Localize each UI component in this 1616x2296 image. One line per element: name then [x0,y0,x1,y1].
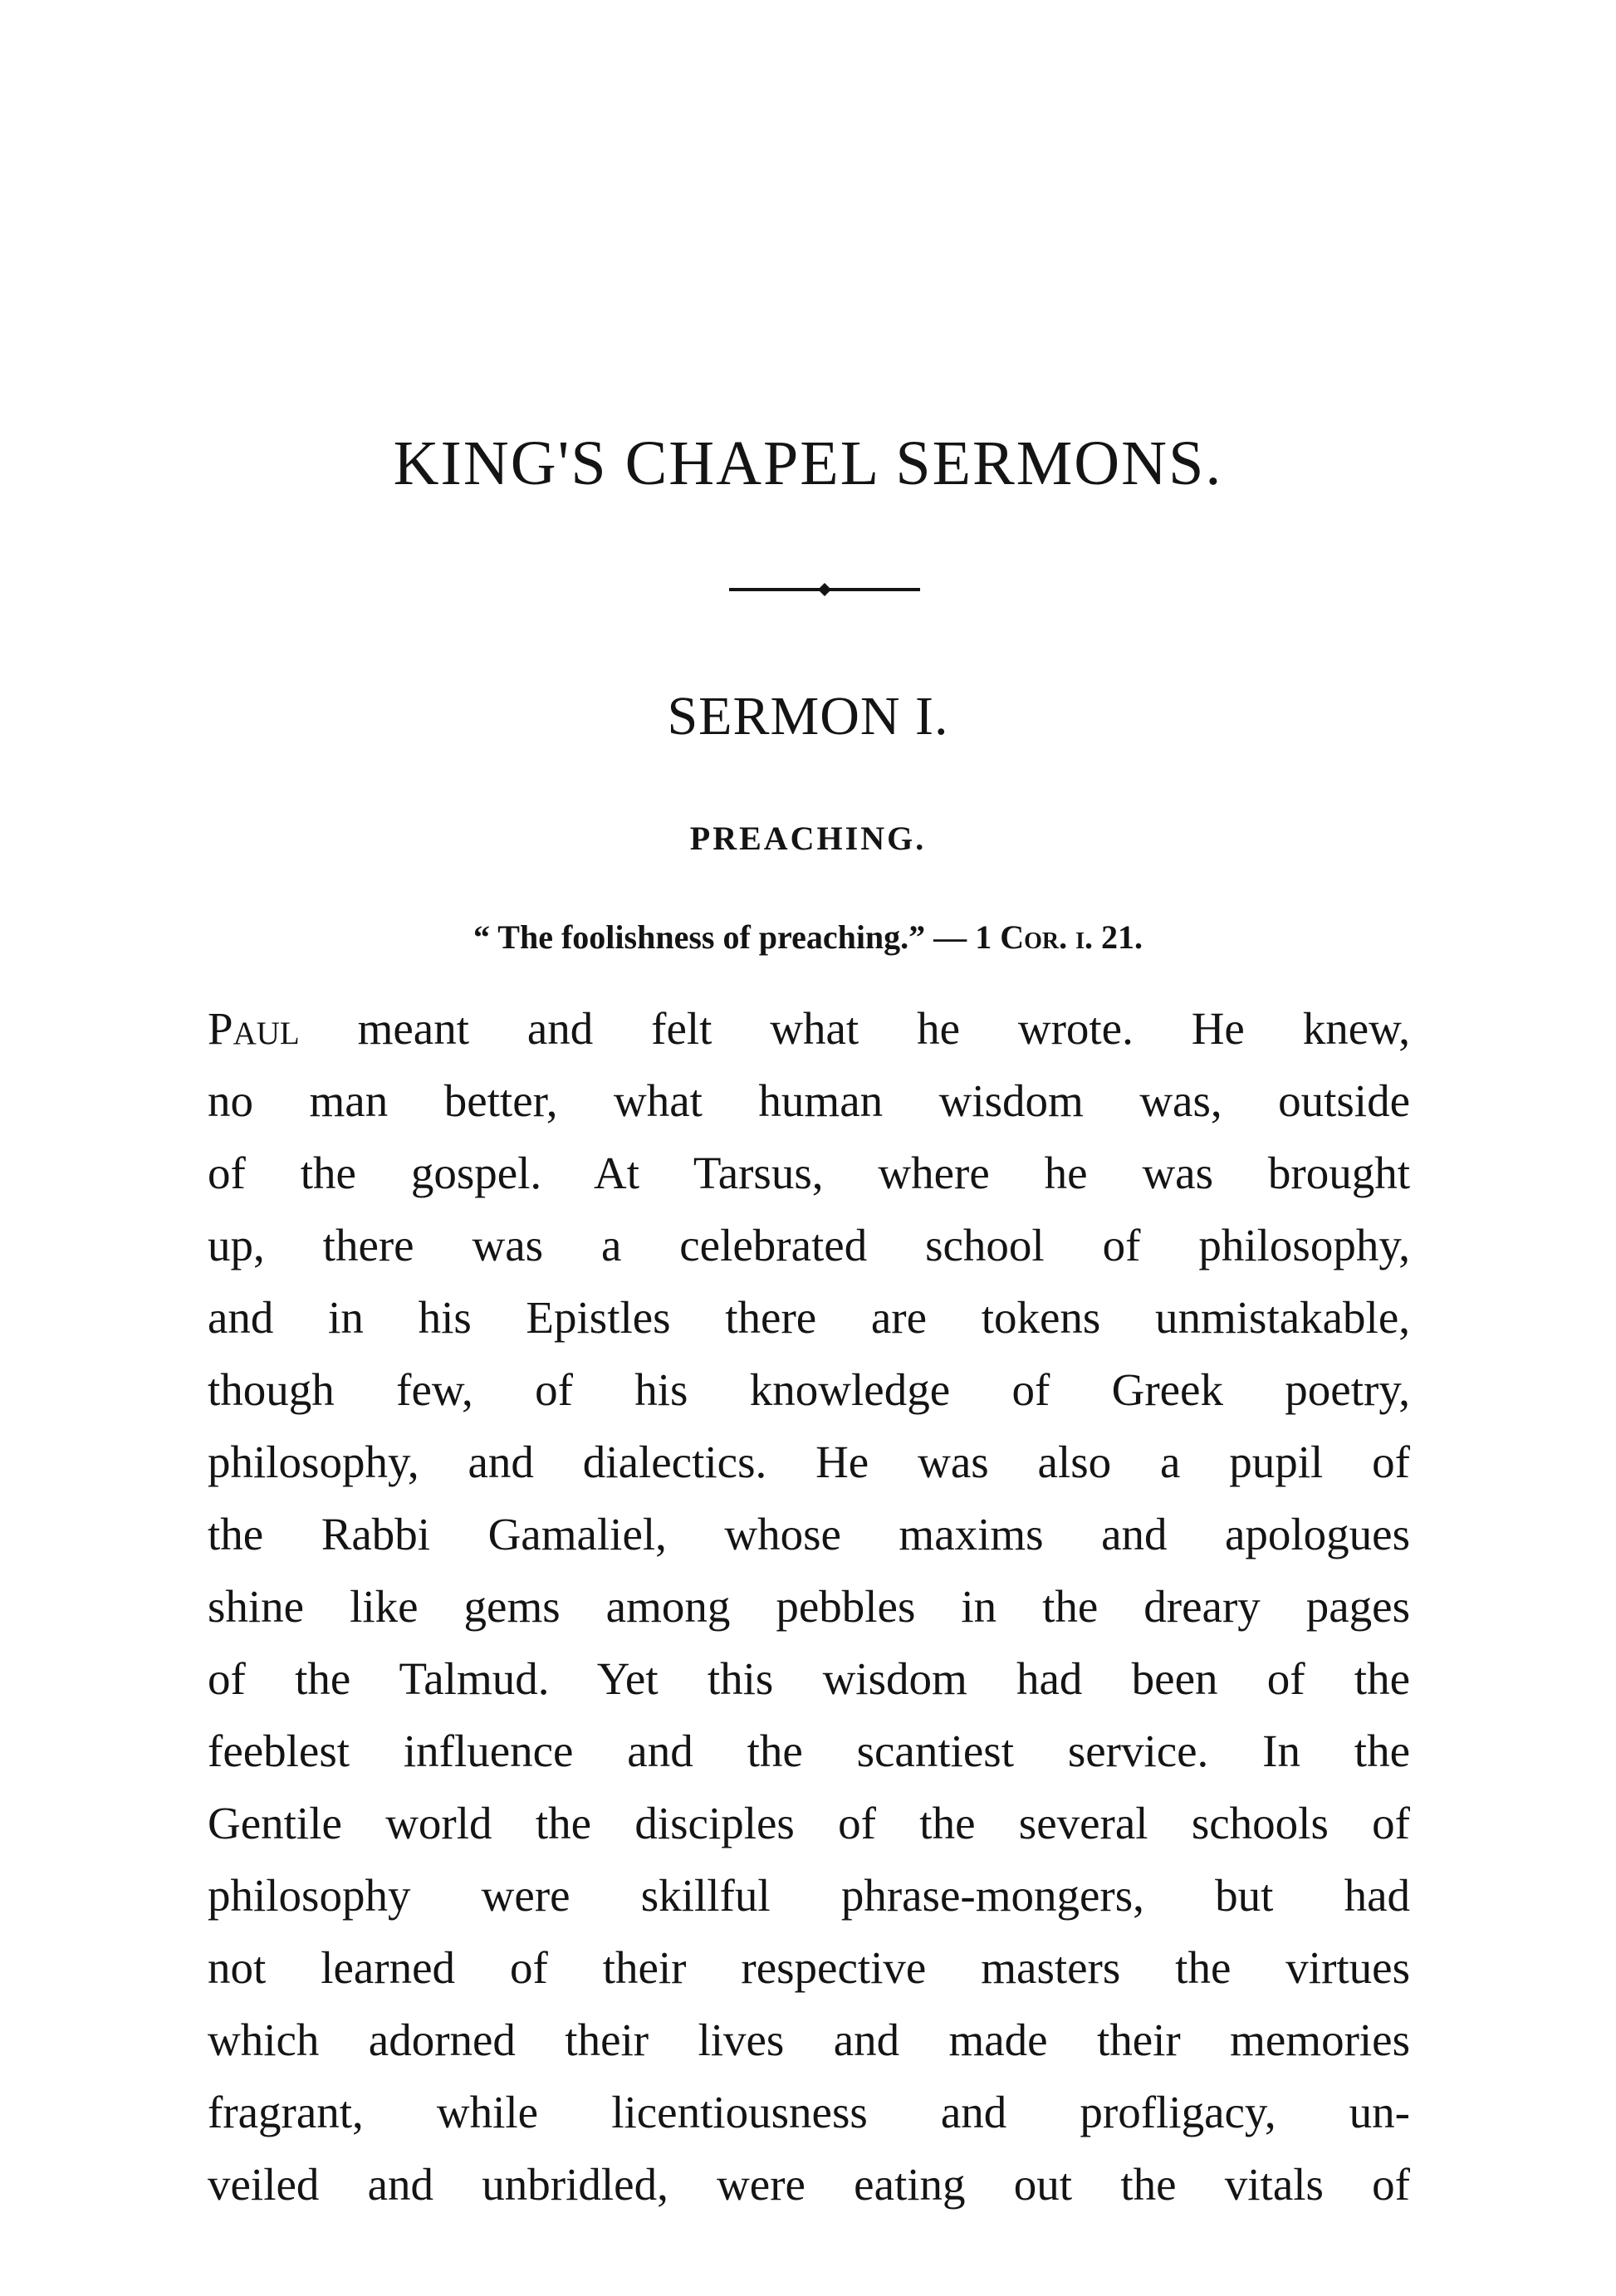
body-line: which adorned their lives and made their memories [208,2015,1410,2065]
body-line: and in his Epistles there are tokens unmistakable, [208,1292,1410,1343]
sermon-subject: PREACHING. [689,820,927,857]
opening-word: Paul [208,1003,300,1054]
first-line-rest: meant and felt what he wrote. He knew, [299,1003,1410,1054]
body-line: Gentile world the disciples of the several schools of [208,1798,1410,1848]
body-line: feeblest influence and the scantiest service. In the [208,1726,1410,1776]
epigraph-reference: 1 Cor. i. 21. [975,918,1143,956]
body-paragraph [208,992,1410,2220]
body-line: up, there was a celebrated school of philosophy, [208,1220,1410,1270]
body-line: fragrant, while licentiousness and profligacy, un- [208,2087,1410,2137]
body-line: the Rabbi Gamaliel, whose maxims and apologues [208,1509,1410,1559]
divider-ornament-icon [729,581,920,598]
body-line: of the Talmud. Yet this wisdom had been of the [208,1653,1410,1704]
body-line: philosophy were skillful phrase-mongers, but had [208,1870,1410,1921]
body-line: shine like gems among pebbles in the dreary pages [208,1581,1410,1632]
sermon-number: SERMON I. [667,686,949,747]
body-line: of the gospel. At Tarsus, where he was brought [208,1148,1410,1198]
body-line: though few, of his knowledge of Greek poetry, [208,1364,1410,1415]
epigraph-quote: “ The foolishness of preaching.” — [473,918,967,956]
body-line-first [208,992,1410,1065]
epigraph [0,918,1616,957]
body-line: not learned of their respective masters the virtues [208,1942,1410,1993]
body-line: veiled and unbridled, were eating out the vitals of [208,2159,1410,2210]
running-title: KING'S CHAPEL SERMONS. [393,428,1223,498]
body-line: no man better, what human wisdom was, outside [208,1075,1410,1126]
body-line: philosophy, and dialectics. He was also a pupil of [208,1437,1410,1487]
